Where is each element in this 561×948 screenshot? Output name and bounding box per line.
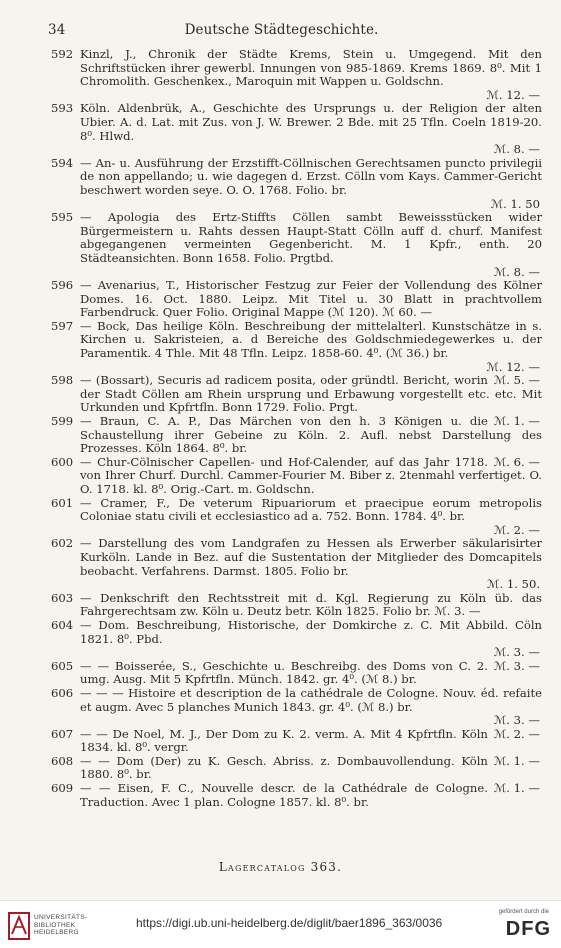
entry-text: Kinzl, J., Chronik der Städte Krems, Stein u. Umgegend. Mit den Schriftstücken ihrer gewerbl. Innungen von 985-1869. Krems 1869. 8⁰. Mit 1 Chromolith. Geschenkex., Maroquin mit Wappen u. Goldschn.: [80, 47, 542, 89]
catalog-entry: [51, 660, 542, 687]
catalog-entry: [51, 537, 542, 591]
entry-price: ℳ. 12. —: [486, 87, 540, 102]
page-number: 34: [48, 22, 66, 38]
entry-number: 606: [51, 685, 74, 700]
catalog-entry: [51, 415, 542, 456]
catalog-entry: [51, 728, 542, 755]
entry-text: — Braun, C. A. P., Das Märchen von den h. 3 Königen u. die Schaustellung ihrer Gebeine zu Köln. 2. Aufl. nebst Darstellung des Prozesses. Köln 1864. 8⁰. br.: [80, 414, 542, 456]
entry-number: 608: [51, 753, 74, 768]
entry-number: 593: [51, 101, 74, 116]
viewer-bar: [0, 900, 561, 948]
catalog-entry: [51, 374, 542, 415]
entry-text: — — De Noel, M. J., Der Dom zu K. 2. verm. A. Mit 4 Kpfrtfln. Köln 1834. kl. 8⁰. vergr.: [80, 726, 488, 755]
entry-number: 609: [51, 781, 74, 796]
catalog-entry: [51, 320, 542, 374]
entry-text: — Apologia des Ertz-Stiffts Cöllen sambt Beweissstücken wider Bürgermeistern u. Rahts dessen Haupt-Statt Cölln auff d. churf. Manifest abgegangenen vermeinten Gegenbericht. M. 1 Kpfr., enth. 20 Städteansichten. Bonn 1658. Folio. Prgtbd.: [80, 210, 542, 265]
entry-text: — — — Histoire et description de la cathédrale de Cologne. Nouv. éd. refaite et augm. Avec 5 planches Munich 1843. gr. 4⁰. (ℳ 8.) br.: [80, 685, 542, 714]
entry-price: ℳ. 3. —: [493, 658, 540, 673]
entry-price: ℳ. 8. —: [493, 264, 540, 279]
catalog-entry: [51, 102, 542, 156]
page-url-link[interactable]: https://digi.ub.uni-heidelberg.de/diglit/baer1896_363/0036: [136, 916, 443, 930]
dfg-logo[interactable]: DFG: [505, 918, 551, 940]
entry-number: 599: [51, 414, 74, 429]
entry-number: 601: [51, 495, 74, 510]
entry-number: 598: [51, 373, 74, 388]
institution-name[interactable]: UNIVERSITÄTS- BIBLIOTHEK HEIDELBERG: [34, 914, 88, 936]
entry-number: 596: [51, 278, 74, 293]
catalog-entry: [51, 279, 542, 320]
catalog-entry: [51, 782, 542, 809]
entry-price: ℳ. 5. —: [493, 373, 540, 388]
entry-text: — Denkschrift den Rechtsstreit mit d. Kgl. Regierung zu Köln üb. das Fahrgerechtsam zw. Köln u. Deutz betr. Köln 1825. Folio br. ℳ. 3. —: [80, 590, 542, 619]
entry-price: ℳ. 1. 50.: [487, 577, 540, 592]
entry-text: — Chur-Cölnischer Capellen- und Hof-Calender, auf das Jahr 1718. von Ihrer Churf. Durchl. Cammer-Fourier M. Biber z. 2tenmahl verfertiget. O. O. 1718. kl. 8⁰. Orig.-Cart. m. Goldschn.: [80, 454, 542, 496]
entry-number: 604: [51, 617, 74, 632]
catalog-entry: [51, 755, 542, 782]
entry-price: ℳ. 1. —: [493, 753, 540, 768]
catalog-entry: [51, 497, 542, 538]
entry-number: 594: [51, 155, 74, 170]
heidelberg-library-logo-icon[interactable]: [8, 912, 30, 940]
page-header: [48, 22, 515, 38]
entry-text: — Avenarius, T., Historischer Festzug zur Feier der Vollendung des Kölner Domes. 16. Oct. 1880. Leipz. Mit Titel u. 30 Blatt in prachtvollem Farbendruck. Quer Folio. Original Mappe (ℳ 120). ℳ 60. —: [80, 278, 542, 320]
entry-text: — Darstellung des vom Landgrafen zu Hessen als Erwerber säkularisirter Kurköln. Lande in Bez. auf die Sustentation der Mitglieder des Domcapitels beobacht. Verfahrens. Darmst. 1805. Folio br.: [80, 536, 542, 578]
catalog-entry: [51, 687, 542, 728]
entry-text: Köln. Aldenbrük, A., Geschichte des Ursprungs u. der Religion der alten Ubier. A. d. Lat. mit Zus. von J. W. Brewer. 2 Bde. mit 25 Tfln. Coeln 1819-20. 8⁰. Hlwd.: [80, 101, 542, 143]
entry-text: — An- u. Ausführung der Erzstifft-Cöllnischen Gerechtsamen puncto privilegii de non appellando; u. wie dagegen d. Erzst. Cölln vom Kays. Cammer-Gericht beschwert worden seye. O. O. 1768. Folio. br.: [80, 155, 542, 197]
entry-text: — Bock, Das heilige Köln. Beschreibung der mittelalterl. Kunstschätze in s. Kirchen u. Sakristeien, a. d Bereiche des Goldschmiedegewerkes u. der Paramentik. 4 Thle. Mit 48 Tfln. Leipz. 1858-60. 4⁰. (ℳ 36.) br.: [80, 318, 542, 361]
entry-number: 602: [51, 536, 74, 551]
entry-text: — — Dom (Der) zu K. Gesch. Abriss. z. Dombauvollendung. Köln 1880. 8⁰. br.: [80, 753, 488, 782]
entry-price: ℳ. 1. —: [493, 414, 540, 429]
entry-text: — — Eisen, F. C., Nouvelle descr. de la Cathédrale de Cologne. Traduction. Avec 1 plan. Cologne 1857. kl. 8⁰. br.: [80, 781, 488, 809]
entry-number: 603: [51, 590, 74, 605]
catalog-entry: [51, 619, 542, 660]
entry-number: 607: [51, 726, 74, 741]
entry-number: 592: [51, 47, 74, 61]
entry-number: 605: [51, 658, 74, 673]
entry-number: 597: [51, 318, 74, 333]
entry-text: — Dom. Beschreibung, Historische, der Domkirche z. C. Mit Abbild. Cöln 1821. 8⁰. Pbd.: [80, 617, 542, 646]
entry-price: ℳ. 8. —: [493, 142, 540, 157]
catalog-entry: [51, 456, 542, 497]
entry-price: ℳ. 12. —: [486, 359, 540, 374]
catalog-entry: [51, 211, 542, 279]
entry-text: — (Bossart), Securis ad radicem posita, oder gründtl. Bericht, worin der Stadt Cöllen am Rhein ursprung und Erbawung vorgestellt etc. etc. Mit Urkunden und Kpfrtfln. Bonn 1729. Folio. Prgt.: [80, 373, 542, 415]
entry-price: ℳ. 1. —: [493, 781, 540, 796]
entry-text: — — Boisserée, S., Geschichte u. Beschreibg. des Doms von C. 2. umg. Ausg. Mit 5 Kpfrtfln. Münch. 1842. gr. 4⁰. (ℳ 8.) br.: [80, 658, 488, 687]
entry-price: ℳ. 3. —: [493, 645, 540, 660]
catalog-entry: [51, 48, 542, 102]
page-title: Deutsche Städtegeschichte.: [184, 22, 379, 38]
entry-price: ℳ. 6. —: [493, 454, 540, 469]
catalog-entries: [51, 48, 542, 809]
entry-price: ℳ. 1. 50: [490, 196, 540, 211]
entry-text: — Cramer, F., De veterum Ripuariorum et praecipue eorum metropolis Coloniae statu civili et ecclesiastico ad a. 752. Bonn. 1784. 4⁰. br.: [80, 495, 542, 524]
entry-price: ℳ. 3. —: [493, 713, 540, 728]
catalog-footer: Lagercatalog 363.: [218, 860, 343, 874]
entry-price: ℳ. 2. —: [493, 726, 540, 741]
entry-price: ℳ. 2. —: [493, 522, 540, 537]
funder-note: gefördert durch die: [498, 909, 549, 915]
catalog-entry: [51, 592, 542, 619]
entry-number: 600: [51, 454, 74, 469]
catalog-entry: [51, 157, 542, 211]
entry-number: 595: [51, 210, 74, 225]
